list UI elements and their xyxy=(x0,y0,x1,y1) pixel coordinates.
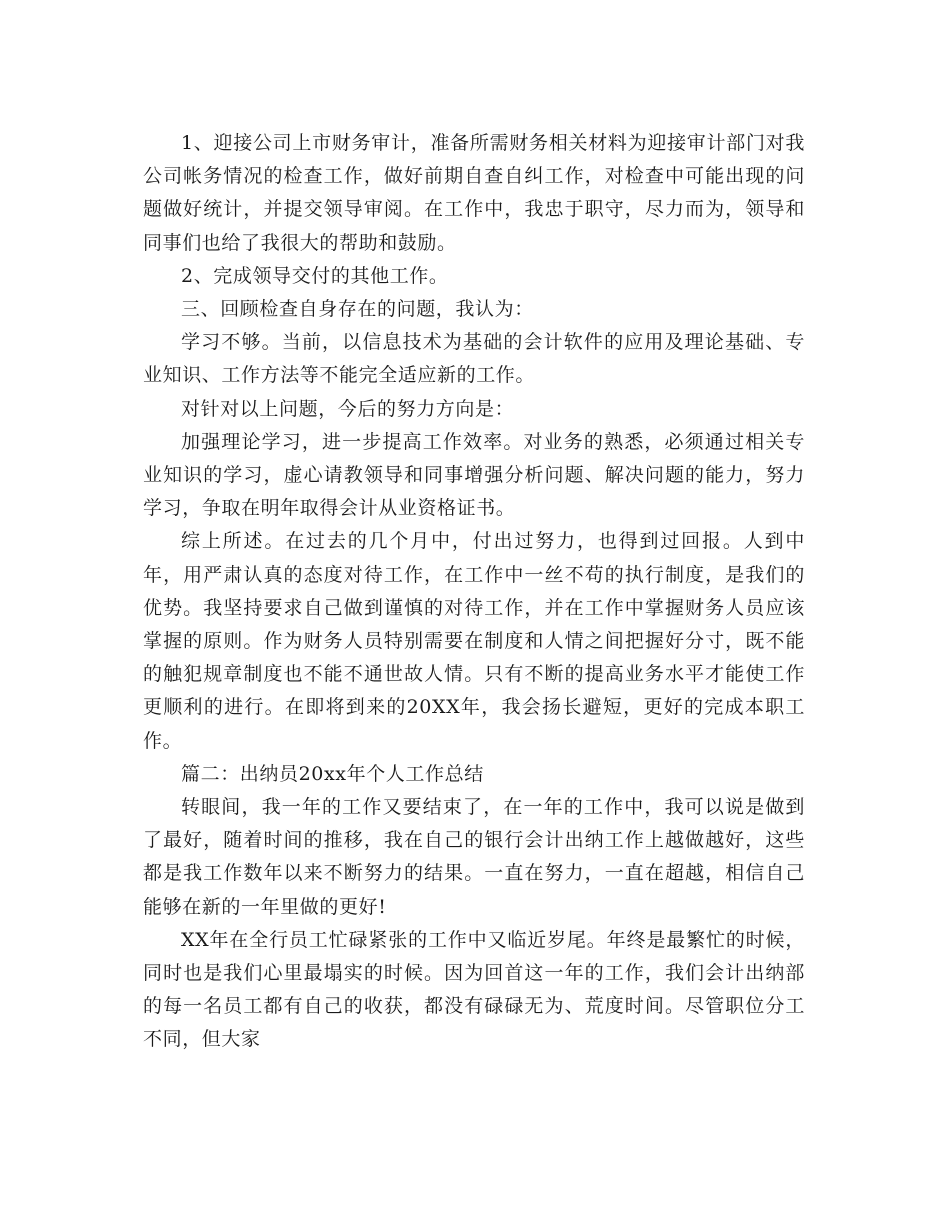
paragraph-section-three-heading: 三、回顾检查自身存在的问题，我认为： xyxy=(181,298,534,321)
document-body xyxy=(143,127,805,1057)
paragraph-improvement-direction: 对针对以上问题，今后的努力方向是： xyxy=(181,397,515,420)
paragraph-year-end: 转眼间，我一年的工作又要结束了，在一年的工作中，我可以说是做到了最好，随着时间的推移，我在自己的银行会计出纳工作上越做越好，这些都是我工作数年以来不断努力的结果。一直在努力，一直在超越，相信自己能够在新的一年里做的更好! xyxy=(143,796,805,918)
paragraph-audit-prep: 1、迎接公司上市财务审计，准备所需财务相关材料为迎接审计部门对我公司帐务情况的检查工作，做好前期自查自纠工作，对检查中可能出现的问题做好统计，并提交领导审阅。在工作中，我忠于职守，尽力而为，领导和同事们也给了我很大的帮助和鼓励。 xyxy=(143,132,805,254)
paragraph-summary: 综上所述。在过去的几个月中，付出过努力，也得到过回报。人到中年，用严肃认真的态度对待工作，在工作中一丝不苟的执行制度，是我们的优势。我坚持要求自己做到谨慎的对待工作，并在工作中掌握财务人员应该掌握的原则。作为财务人员特别需要在制度和人情之间把握好分寸，既不能的触犯规章制度也不能不通世故人情。只有不断的提高业务水平才能使工作更顺利的进行。在即将到来的20XX年，我会扬长避短，更好的完成本职工作。 xyxy=(143,530,805,752)
paragraph-study-insufficient: 学习不够。当前，以信息技术为基础的会计软件的应用及理论基础、专业知识、工作方法等不能完全适应新的工作。 xyxy=(143,331,805,387)
paragraph-other-tasks: 2、完成领导交付的其他工作。 xyxy=(181,264,449,287)
paragraph-part-two-title: 篇二：出纳员20xx年个人工作总结 xyxy=(181,762,484,785)
paragraph-xx-year: XX年在全行员工忙碌紧张的工作中又临近岁尾。年终是最繁忙的时候，同时也是我们心里最塌实的时候。因为回首这一年的工作，我们会计出纳部的每一名员工都有自己的收获，都没有碌碌无为、荒度时间。尽管职位分工不同，但大家 xyxy=(143,928,805,1051)
paragraph-theory-study: 加强理论学习，进一步提高工作效率。对业务的熟悉，必须通过相关专业知识的学习，虚心请教领导和同事增强分析问题、解决问题的能力，努力学习，争取在明年取得会计从业资格证书。 xyxy=(143,430,805,520)
